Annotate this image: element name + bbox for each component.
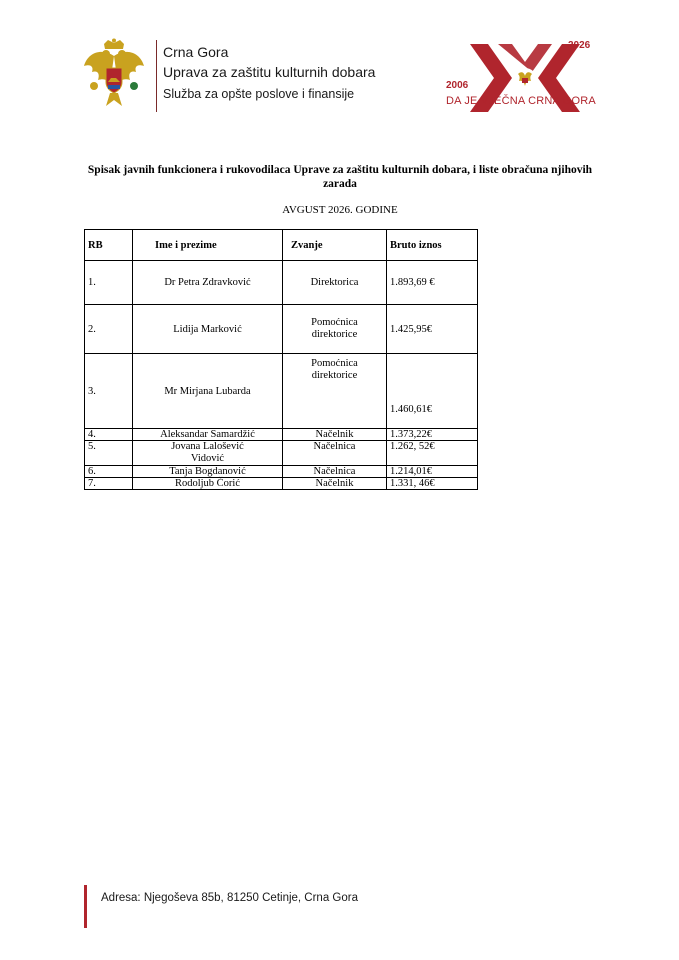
header-divider (156, 40, 157, 112)
employee-title-line2: direktorice (311, 329, 358, 340)
employee-title: Načelnik (283, 429, 387, 441)
institution-name: Uprava za zaštitu kulturnih dobara (163, 64, 376, 80)
anniversary-year-end: 2026 (568, 40, 591, 51)
employee-title-line1: Pomoćnica (311, 358, 358, 369)
table-row (85, 441, 478, 466)
coat-of-arms-logo (80, 38, 148, 114)
employee-title: Načelnica (283, 441, 387, 466)
table-row (85, 261, 478, 305)
footer-accent-bar (84, 885, 87, 928)
employee-title (283, 305, 387, 354)
table-row (85, 466, 478, 478)
employee-name: Rodoljub Čorić (133, 478, 283, 490)
employee-title (283, 354, 387, 429)
row-number: 3. (85, 354, 133, 429)
employee-name-line2: Vidović (190, 453, 225, 464)
gross-amount: 1.893,69 € (387, 261, 478, 305)
employee-name: Dr Petra Zdravković (133, 261, 283, 305)
row-number: 6. (85, 466, 133, 478)
employee-title-line2: direktorice (311, 370, 358, 381)
employee-title: Načelnik (283, 478, 387, 490)
table-row (85, 354, 478, 429)
document-period: AVGUST 2026. GODINE (282, 204, 398, 216)
column-header-amount: Bruto iznos (387, 230, 478, 261)
gross-amount: 1.425,95€ (387, 305, 478, 354)
footer-address: Adresa: Njegoševa 85b, 81250 Cetinje, Crna Gora (101, 892, 358, 904)
employee-name: Tanja Bogdanović (133, 466, 283, 478)
gross-amount: 1.331, 46€ (387, 478, 478, 490)
document-title: Spisak javnih funkcionera i rukovodilaca Uprave za zaštitu kulturnih dobara, i liste obračuna njihovih zarada (87, 164, 593, 190)
employee-name: Lidija Marković (133, 305, 283, 354)
row-number: 4. (85, 429, 133, 441)
table-header-row (85, 230, 478, 261)
employee-name: Aleksandar Samardžić (133, 429, 283, 441)
country-name: Crna Gora (163, 44, 229, 60)
salary-table (84, 229, 478, 490)
gross-amount: 1.373,22€ (387, 429, 478, 441)
column-header-title: Zvanje (283, 230, 387, 261)
table-row (85, 305, 478, 354)
gross-amount: 1.214,01€ (387, 466, 478, 478)
anniversary-tagline: DA JE VJEČNA CRNA GORA (446, 95, 596, 107)
row-number: 5. (85, 441, 133, 466)
employee-title-line1: Pomoćnica (311, 317, 358, 328)
department-name: Služba za opšte poslove i finansije (163, 87, 355, 101)
gross-amount: 1.460,61€ (387, 354, 478, 429)
employee-name (133, 441, 283, 466)
employee-title: Načelnica (283, 466, 387, 478)
employee-title: Direktorica (283, 261, 387, 305)
employee-name: Mr Mirjana Lubarda (133, 354, 283, 429)
anniversary-year-start: 2006 (446, 80, 469, 91)
row-number: 1. (85, 261, 133, 305)
employee-name-line1: Jovana Lalošević (171, 441, 244, 452)
table-row (85, 429, 478, 441)
column-header-name: Ime i prezime (133, 230, 283, 261)
gross-amount: 1.262, 52€ (387, 441, 478, 466)
column-header-rb: RB (85, 230, 133, 261)
table-row (85, 478, 478, 490)
row-number: 7. (85, 478, 133, 490)
row-number: 2. (85, 305, 133, 354)
institution-block (163, 42, 375, 104)
